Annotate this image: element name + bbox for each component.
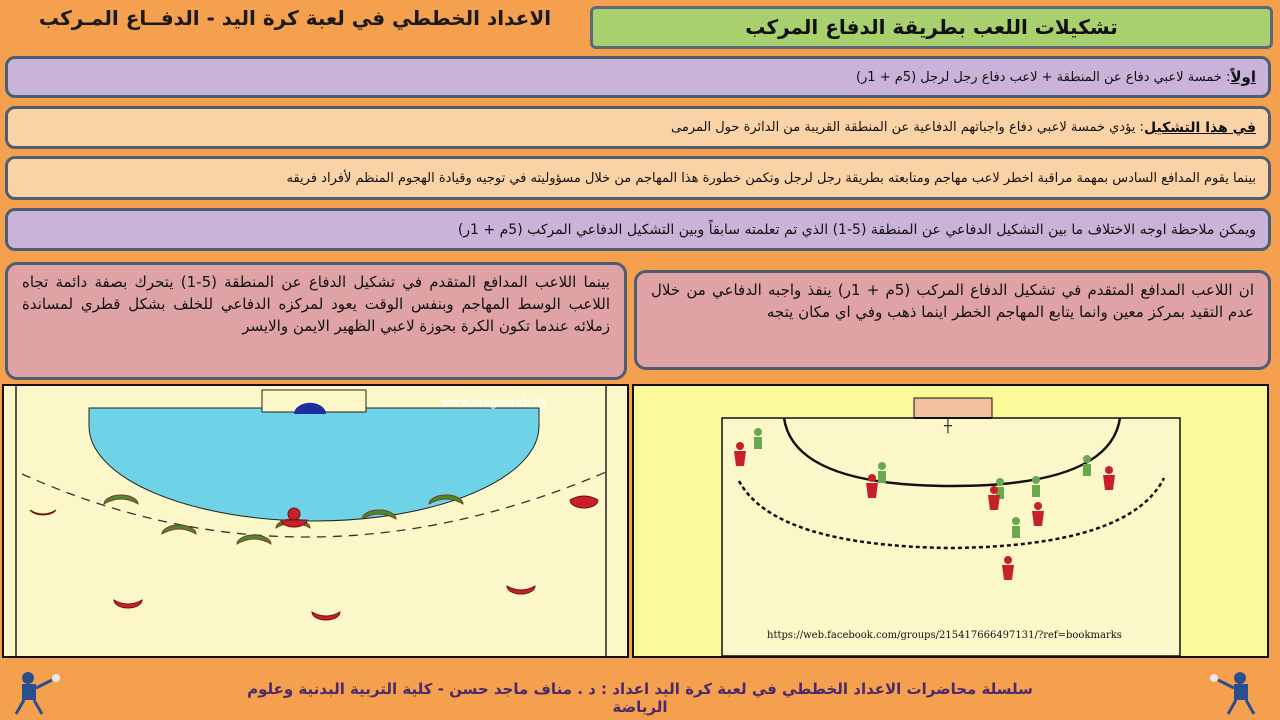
defender-figure — [1012, 517, 1020, 538]
watermark: www.dragoerhb.dk — [440, 396, 548, 409]
lecture-title: الاعداد الخططي في لعبة كرة اليد - الدفــاع المـركب — [38, 6, 552, 30]
bar-first-formation — [5, 56, 1271, 98]
second-label: في هذا التشكيل — [1143, 119, 1256, 136]
attacker-icon — [288, 508, 300, 520]
bar-in-this-formation — [5, 106, 1271, 149]
third-text: بينما يقوم المدافع السادس بمهمة مراقبة اخطر لاعب مهاجم ومتابعته بطريقة رجل لرجل وتكمن خطورة هذا المهاجم من خلال مسؤوليته في توجيه وقيادة الهجوم المنظم لأفراد فريقه — [286, 170, 1256, 186]
first-label: اولاً — [1230, 68, 1256, 86]
court-5-1-svg — [4, 386, 627, 656]
attacker-icon — [570, 496, 598, 508]
handball-player-icon — [1200, 668, 1272, 716]
court-diagram-5m-1r — [632, 384, 1269, 658]
goal-net — [914, 398, 992, 418]
court-field — [722, 418, 1180, 656]
defender-figure — [754, 428, 762, 449]
court-diagram-5-1 — [2, 384, 629, 658]
defender-figure — [1032, 476, 1040, 497]
first-text: : خمسة لاعبي دفاع عن المنطقة + لاعب دفاع رجل لرجل (5م + 1ر) — [855, 69, 1231, 85]
handball-player-icon — [8, 668, 80, 716]
defender-figure — [878, 462, 886, 483]
panel-5m-1r-explanation: ان اللاعب المدافع المتقدم في تشكيل الدفاع المركب (5م + 1ر) ينفذ واجبه الدفاعي من خلال عدم التقيد بمركز معين وانما يتابع المهاجم الخطر اينما ذهب وفي اي مكان يتجه — [634, 270, 1271, 370]
bar-sixth-defender — [5, 156, 1271, 200]
panel-5-1-explanation: بينما اللاعب المدافع المتقدم في تشكيل الدفاع عن المنطقة (5-1) يتحرك بصفة دائمة تجاه اللاعب الوسط المهاجم وبنفس الوقت يعود لمركزه الدفاعي للخلف بشكل قطري لمساندة زملائه عندما تكون الكرة بحوزة لاعبي الظهير الايمن والايسر — [5, 262, 627, 380]
facebook-link: https://web.facebook.com/groups/215417666497131/?ref=bookmarks — [767, 630, 1122, 641]
goalkeeper-icon: ┼ — [944, 419, 952, 434]
court-5m-1r-svg — [634, 386, 1267, 656]
defender-figure — [1083, 455, 1091, 476]
bar-difference-note — [5, 208, 1271, 251]
footer-credits: سلسلة محاضرات الاعداد الخططي في لعبة كرة اليد اعداد : د . مناف ماجد حسن - كلية التربية البدنية وعلوم الرياضة — [247, 680, 1033, 716]
slide-title: تشكيلات اللعب بطريقة الدفاع المركب — [590, 6, 1273, 49]
second-text: : يؤدي خمسة لاعبي دفاع واجباتهم الدفاعية عن المنطقة القريبة من الدائرة حول المرمى — [671, 120, 1144, 135]
fourth-text: ويمكن ملاحظة اوجه الاختلاف ما بين التشكيل الدفاعي عن المنطقة (5-1) الذي تم تعلمته سابقاً وبين التشكيل الدفاعي المركب (5م + 1ر) — [457, 221, 1256, 238]
